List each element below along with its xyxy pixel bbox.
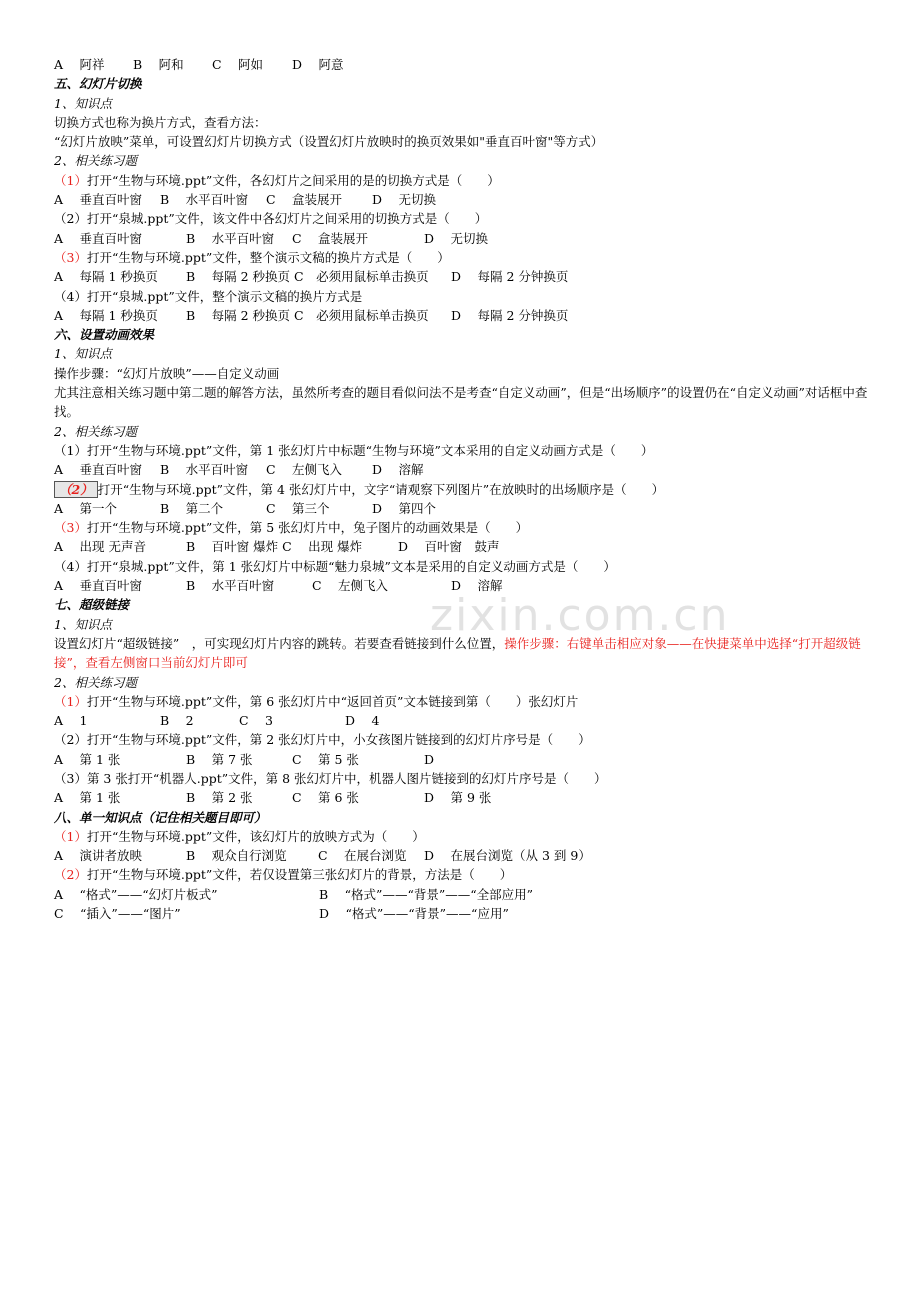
option-d: D 百叶窗 鼓声	[398, 539, 500, 555]
option-c: C 第 5 张	[292, 751, 359, 767]
option-c: C 阿如	[212, 57, 264, 72]
option-row	[54, 576, 870, 595]
option-b: B 水平百叶窗	[186, 230, 275, 246]
option-c: C 3	[239, 713, 273, 729]
paragraph-text: 设置幻灯片“超级链接” ，可实现幻灯片内容的跳转。若要查看链接到什么位置，	[54, 635, 505, 651]
question	[54, 248, 870, 267]
option-row	[54, 750, 870, 769]
paragraph: “幻灯片放映”菜单，可设置幻灯片切换方式（设置幻灯片放映时的换页效果如"垂直百叶窗"等方式）	[54, 134, 604, 150]
option-d: D 无切换	[372, 192, 436, 208]
question-text: 打开“生物与环境.ppt”文件，若仅设置第三张幻灯片的背景，方法是（ ）	[86, 867, 513, 883]
option-d: D 阿意	[292, 57, 344, 72]
option-b: B 第 2 张	[186, 790, 253, 806]
option-row	[54, 711, 870, 730]
option-d: D	[424, 751, 435, 767]
option-d: D 第 9 张	[424, 790, 492, 806]
question	[54, 480, 870, 499]
question: （4）打开“泉城.ppt”文件，第 1 张幻灯片中标题“魅力泉城”文本是采用的自定义动画方式是（ ）	[54, 558, 616, 574]
paragraph: 尤其注意相关练习题中第二题的解答方法，虽然所考查的题目看似问法不是考查“自定义动画”，但是“出场顺序”的设置仍在“自定义动画”对话框中查找。	[54, 385, 868, 420]
option-b-c: B 百叶窗 爆炸 C 出现 爆炸	[186, 539, 363, 555]
question-text: 打开“生物与环境.ppt”文件，各幻灯片之间采用的是的切换方式是（ ）	[86, 172, 500, 188]
option-a: A 1	[54, 713, 88, 729]
option-row	[54, 190, 870, 209]
option-a: A 第一个	[54, 500, 118, 516]
option-b: B 观众自行浏览	[186, 848, 287, 864]
section-title: 五、幻灯片切换	[54, 76, 142, 92]
section-title: 八、单一知识点（记住相关题目即可）	[54, 809, 267, 825]
option-c: C 第三个	[266, 500, 330, 516]
option-d: D 第四个	[372, 500, 436, 516]
question	[54, 518, 870, 537]
option-row	[54, 229, 870, 248]
question-text: 打开“生物与环境.ppt”文件，整个演示文稿的换片方式是（ ）	[86, 249, 450, 265]
option-b: B 水平百叶窗	[186, 578, 275, 594]
section-title: 七、超级链接	[54, 597, 130, 613]
option-row	[54, 788, 870, 807]
option-b: B “格式”——“背景”——“全部应用”	[319, 886, 534, 902]
question	[54, 827, 870, 846]
option-row	[54, 904, 870, 923]
option-c: C 第 6 张	[292, 790, 359, 806]
option-b: B 2	[160, 713, 194, 729]
question-number: （2）	[54, 867, 87, 883]
paragraph: 操作步骤：“幻灯片放映”——自定义动画	[54, 365, 280, 381]
option-row	[54, 885, 870, 904]
option-a: A 垂直百叶窗	[54, 230, 143, 246]
question-text: 打开“生物与环境.ppt”文件，第 4 张幻灯片中，文字“请观察下列图片”在放映时的出场顺序是（ ）	[97, 481, 665, 497]
option-row	[54, 537, 870, 556]
question: （4）打开“泉城.ppt”文件，整个演示文稿的换片方式是	[54, 288, 363, 304]
option-b: B 第 7 张	[186, 751, 253, 767]
option-a: A “格式”——“幻灯片板式”	[54, 886, 218, 902]
paragraph-highlight: 操作步骤：右键单击相应对象——在快捷菜单中选择“打开超级链接”，查看左侧窗口当前幻灯片即可	[54, 635, 861, 671]
question	[54, 171, 870, 190]
question: （2）打开“生物与环境.ppt”文件，第 2 张幻灯片中，小女孩图片链接到的幻灯片序号是（ ）	[54, 732, 591, 748]
subsection-title: 1、知识点	[54, 95, 112, 111]
paragraph	[54, 634, 870, 673]
option-d: D “格式”——“背景”——“应用”	[319, 906, 509, 922]
option-b: B 水平百叶窗	[160, 462, 249, 478]
option-a: A 每隔 1 秒换页	[54, 269, 158, 285]
option-d: D 每隔 2 分钟换页	[451, 307, 569, 323]
option-c: C 盒装展开	[266, 192, 343, 208]
option-a: A 第 1 张	[54, 751, 121, 767]
question	[54, 865, 870, 884]
option-c: C 盒装展开	[292, 230, 369, 246]
option-a: A 阿祥	[54, 57, 105, 72]
question-number: （1）	[54, 172, 87, 188]
question: （1）打开“生物与环境.ppt”文件，第 1 张幻灯片中标题“生物与环境”文本采用的自定义动画方式是（ ）	[54, 442, 654, 458]
option-row	[54, 306, 870, 325]
option-b-c: B 每隔 2 秒换页 C 必须用鼠标单击换页	[186, 307, 429, 323]
subsection-title: 2、相关练习题	[54, 423, 137, 439]
question: （3）第 3 张打开“机器人.ppt”文件，第 8 张幻灯片中，机器人图片链接到的幻灯片序号是（ ）	[54, 770, 607, 786]
option-a: A 第 1 张	[54, 790, 121, 806]
option-b: B 第二个	[160, 500, 224, 516]
option-d: D 溶解	[372, 462, 424, 478]
subsection-title: 2、相关练习题	[54, 153, 137, 169]
option-d: D 4	[345, 713, 380, 729]
document-page	[54, 55, 870, 923]
option-b-c: B 每隔 2 秒换页 C 必须用鼠标单击换页	[186, 269, 429, 285]
option-d: D 无切换	[424, 230, 488, 246]
question: （2）打开“泉城.ppt”文件，该文件中各幻灯片之间采用的切换方式是（ ）	[54, 211, 488, 227]
option-a: A 垂直百叶窗	[54, 192, 143, 208]
section-title: 六、设置动画效果	[54, 327, 155, 343]
option-row	[54, 460, 870, 479]
option-c: C 左侧飞入	[312, 578, 389, 594]
question-text: 打开“生物与环境.ppt”文件，该幻灯片的放映方式为（ ）	[86, 828, 425, 844]
question	[54, 692, 870, 711]
option-a: A 垂直百叶窗	[54, 462, 143, 478]
option-b: B 水平百叶窗	[160, 192, 249, 208]
question-number: （3）	[54, 520, 87, 536]
option-row	[54, 55, 870, 74]
question-number: （1）	[54, 828, 87, 844]
option-a: A 每隔 1 秒换页	[54, 307, 158, 323]
option-c: C “插入”——“图片”	[54, 906, 181, 922]
option-c: C 左侧飞入	[266, 462, 343, 478]
question-text: 打开“生物与环境.ppt”文件，第 6 张幻灯片中“返回首页”文本链接到第（ ）张幻灯片	[86, 693, 579, 709]
option-a: A 出现 无声音	[54, 539, 146, 555]
option-d: D 在展台浏览（从 3 到 9）	[424, 848, 591, 864]
subsection-title: 2、相关练习题	[54, 674, 137, 690]
question-number: （1）	[54, 693, 87, 709]
option-c: C 在展台浏览	[318, 848, 407, 864]
watermark: zixin.com.cn	[430, 590, 730, 641]
subsection-title: 1、知识点	[54, 616, 112, 632]
subsection-title: 1、知识点	[54, 346, 112, 362]
option-b: B 阿和	[133, 57, 184, 72]
question-number: （3）	[54, 249, 87, 265]
option-row	[54, 499, 870, 518]
option-a: A 垂直百叶窗	[54, 578, 143, 594]
option-d: D 每隔 2 分钟换页	[451, 269, 569, 285]
option-row	[54, 267, 870, 286]
question-number-highlight: （2）	[54, 481, 98, 498]
option-row	[54, 846, 870, 865]
option-d: D 溶解	[451, 578, 503, 594]
option-a: A 演讲者放映	[54, 848, 143, 864]
paragraph: 切换方式也称为换片方式，查看方法：	[54, 114, 267, 130]
question-text: 打开“生物与环境.ppt”文件，第 5 张幻灯片中，兔子图片的动画效果是（ ）	[86, 520, 529, 536]
